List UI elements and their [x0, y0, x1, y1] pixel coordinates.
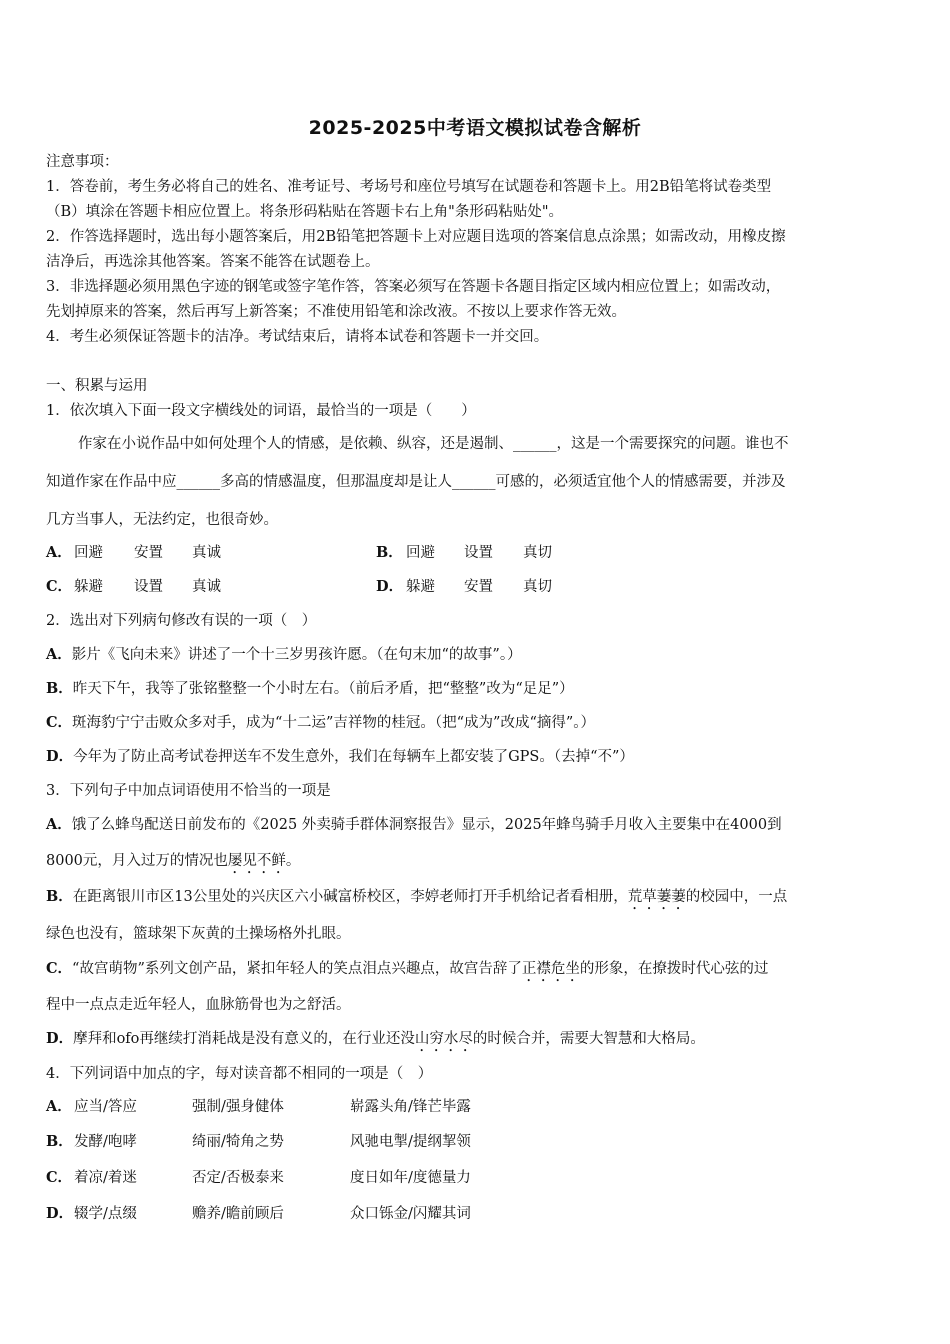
option-label: B．: [46, 680, 73, 697]
option-label: A．: [46, 816, 72, 833]
notice-line: 1．答卷前，考生务必将自己的姓名、准考证号、考场号和座位号填写在试题卷和答题卡上。用2B铅笔将试卷类型: [46, 179, 772, 195]
option-word: 众口铄金/闪耀其词: [350, 1206, 471, 1222]
option-text: 。: [285, 853, 301, 869]
notice-line: 4．考生必须保证答题卡的洁净。考试结束后，请将本试卷和答题卡一并交回。: [46, 329, 549, 345]
option-word: 安置: [464, 579, 493, 595]
question-1-stem: 1．依次填入下面一段文字横线处的词语，最恰当的一项是（ ）: [46, 403, 476, 419]
option-word: 辍学/点缀: [74, 1206, 137, 1222]
option-word: 真切: [523, 579, 552, 595]
option-text: 今年为了防止高考试卷押送车不发生意外，我们在每辆车上都安装了GPS。（去掉“不”）: [73, 749, 634, 765]
option-word: 躲避: [406, 579, 435, 595]
option-word: 发酵/咆哮: [74, 1134, 137, 1150]
option-text: 摩拜和ofo再继续打消耗战是没有意义的，在行业还没: [73, 1031, 415, 1047]
question-4-stem: 4．下列词语中加点的字，每对读音都不相同的一项是（ ）: [46, 1066, 433, 1082]
option-label: A．: [46, 646, 72, 663]
option-word: 否定/否极泰来: [192, 1170, 284, 1186]
question-1-passage: 作家在小说作品中如何处理个人的情感，是依赖、纵容，还是遏制、______，这是一个需要探究的问题。谁也不: [78, 436, 789, 452]
notice-line: （B）填涂在答题卡相应位置上。将条形码粘贴在答题卡右上角"条形码粘贴处"。: [46, 204, 563, 220]
option-word: 强制/强身健体: [192, 1099, 284, 1115]
option-label: B．: [46, 1133, 73, 1150]
question-3-option-c-cont: 程中一点点走近年轻人，血脉筋骨也为之舒活。: [46, 997, 351, 1013]
option-word: 应当/答应: [74, 1099, 137, 1115]
option-word: 赡养/瞻前顾后: [192, 1206, 284, 1222]
option-text: 8000元，月入过万的情况也: [46, 853, 228, 869]
question-3-option-a-cont: [46, 851, 912, 877]
option-word: 着凉/着迷: [74, 1170, 137, 1186]
option-text: 影片《飞向未来》讲述了一个十三岁男孩许愿。（在句末加“的故事”。）: [71, 647, 522, 663]
option-text: 的校园中，一点: [685, 889, 788, 905]
option-text: 昨天下午，我等了张铭整整一个小时左右。（前后矛盾，把“整整”改为“足足”）: [72, 681, 574, 697]
option-label: B．: [46, 888, 73, 905]
option-word: 风驰电掣/提纲挈领: [350, 1134, 471, 1150]
question-2-option: [46, 747, 912, 767]
page-title: 2025-2025中考语文模拟试卷含解析: [308, 117, 642, 139]
option-label: D．: [46, 748, 74, 765]
option-word: 设置: [464, 545, 493, 561]
dotted-phrase: 正襟危坐: [521, 961, 580, 977]
option-text: “故宫萌物”系列文创产品，紧扣年轻人的笑点泪点兴趣点，故宫告辞了: [72, 961, 522, 977]
question-3-option-d: [46, 1029, 912, 1055]
section-heading: 一、积累与运用: [46, 378, 148, 394]
notice-line: 洁净后，再选涂其他答案。答案不能答在试题卷上。: [46, 254, 380, 270]
option-text: 的形象，在撩拨时代心弦的过: [579, 961, 769, 977]
option-word: 回避: [406, 545, 435, 561]
option-label: D．: [46, 1030, 74, 1047]
dotted-phrase: 山穷水尽: [414, 1031, 473, 1047]
question-2-stem: 2．选出对下列病句修改有误的一项（ ）: [46, 613, 317, 629]
question-3-stem: 3．下列句子中加点词语使用不恰当的一项是: [46, 783, 331, 799]
question-3-option-b: [46, 887, 912, 913]
option-word: 安置: [134, 545, 163, 561]
option-label: D．: [46, 1205, 74, 1222]
option-label: C．: [46, 960, 73, 977]
option-label: C．: [46, 714, 73, 731]
option-word: 真切: [523, 545, 552, 561]
dotted-phrase: 屡见不鲜: [227, 853, 286, 869]
option-word: 度日如年/度德量力: [350, 1170, 471, 1186]
option-text: 饿了么蜂鸟配送日前发布的《2025 外卖骑手群体洞察报告》显示，2025年蜂鸟骑手月收入主要集中在4000到: [71, 817, 782, 833]
question-1-passage: 知道作家在作品中应______多高的情感温度，但那温度却是让人______可感的，必须适宜他个人的情感需要，并涉及: [46, 474, 786, 490]
option-word: 真诚: [192, 545, 221, 561]
question-2-option: [46, 679, 912, 699]
question-1-passage: 几方当事人，无法约定，也很奇妙。: [46, 512, 278, 528]
notice-line: 3．非选择题必须用黑色字迹的钢笔或签字笔作答，答案必须写在答题卡各题目指定区域内相应位置上；如需改动，: [46, 279, 781, 295]
option-word: 设置: [134, 579, 163, 595]
option-word: 绮丽/犄角之势: [192, 1134, 284, 1150]
notice-line: 2．作答选择题时，选出每小题答案后，用2B铅笔把答题卡上对应题目选项的答案信息点涂黑；如需改动，用橡皮擦: [46, 229, 786, 245]
option-label: B．: [376, 544, 403, 561]
option-label: C．: [46, 1169, 73, 1186]
option-word: 回避: [74, 545, 103, 561]
option-text: 的时候合并，需要大智慧和大格局。: [472, 1031, 705, 1047]
question-3-option-a: [46, 815, 912, 835]
option-word: 真诚: [192, 579, 221, 595]
option-label: A．: [46, 1098, 72, 1115]
option-label: D．: [376, 578, 404, 595]
option-text: 斑海豹宁宁击败众多对手，成为“十二运”吉祥物的桂冠。（把“成为”改成“摘得”。）: [72, 715, 596, 731]
question-2-option: [46, 713, 912, 733]
option-label: A．: [46, 544, 72, 561]
option-label: C．: [46, 578, 73, 595]
notice-line: 先划掉原来的答案，然后再写上新答案；不准使用铅笔和涂改液。不按以上要求作答无效。: [46, 304, 626, 320]
question-3-option-c: [46, 959, 912, 985]
dotted-phrase: 荒草萋萋: [627, 889, 686, 905]
question-2-option: [46, 645, 912, 665]
option-word: 崭露头角/锋芒毕露: [350, 1099, 471, 1115]
question-3-option-b-cont: 绿色也没有，篮球架下灰黄的土操场格外扎眼。: [46, 926, 351, 942]
option-word: 躲避: [74, 579, 103, 595]
notice-heading: 注意事项：: [46, 154, 119, 170]
option-text: 在距离银川市区13公里处的兴庆区六小碱富桥校区，李婷老师打开手机给记者看相册，: [72, 889, 628, 905]
